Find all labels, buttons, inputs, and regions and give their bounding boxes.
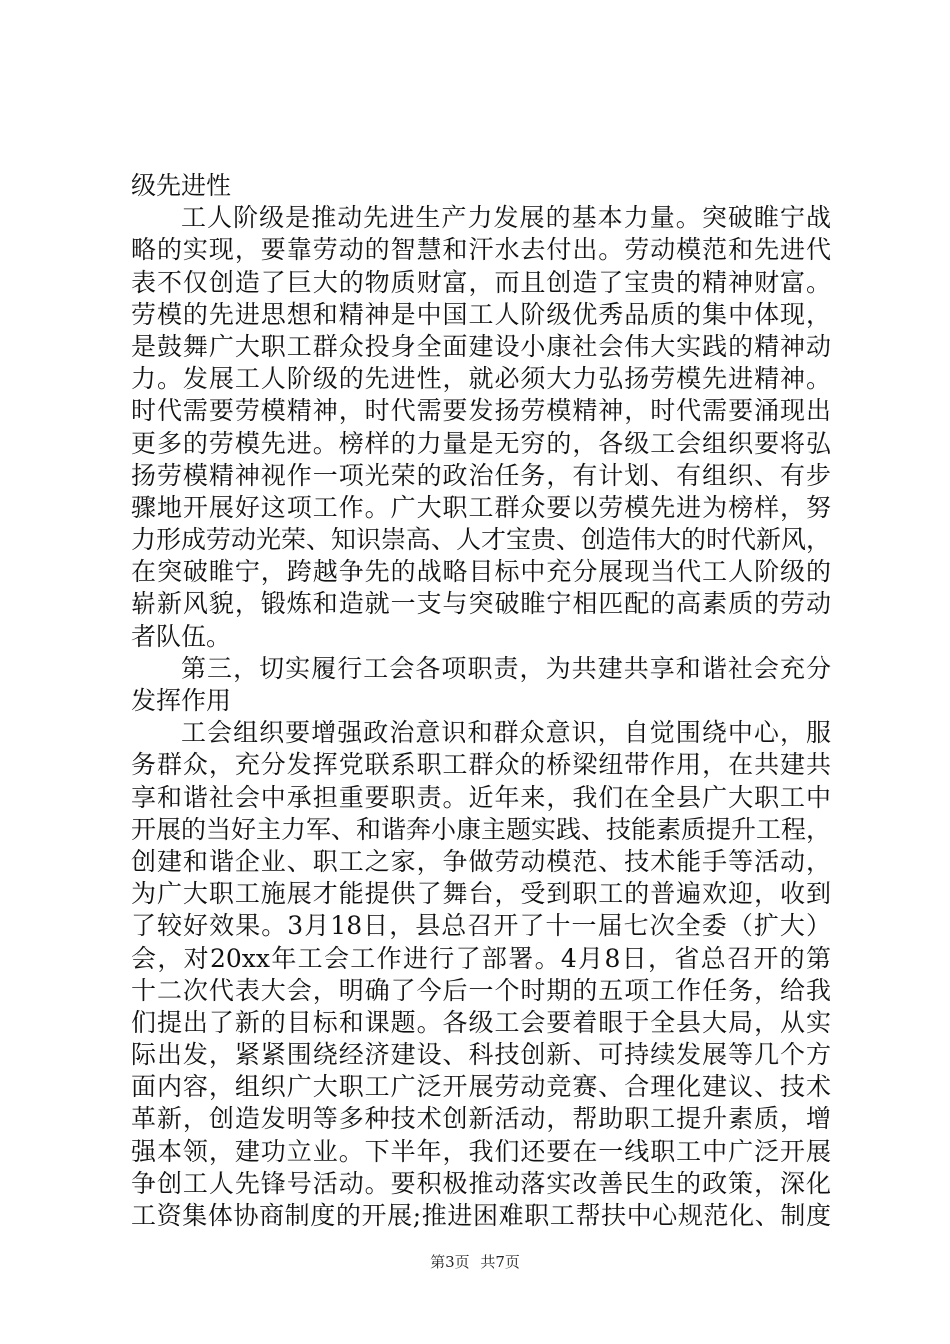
text-line: 务群众，充分发挥党联系职工群众的桥梁纽带作用，在共建共 <box>131 750 831 780</box>
text-line: 际出发，紧紧围绕经济建设、科技创新、可持续发展等几个方 <box>131 1040 831 1070</box>
text-line: 表不仅创造了巨大的物质财富，而且创造了宝贵的精神财富。 <box>131 267 831 297</box>
text-line: 劳模的先进思想和精神是中国工人阶级优秀品质的集中体现， <box>131 299 831 329</box>
section-heading-line: 第三，切实履行工会各项职责，为共建共享和谐社会充分 <box>181 653 831 683</box>
text-line: 时代需要劳模精神，时代需要发扬劳模精神，时代需要涌现出 <box>131 396 831 426</box>
text-line: 者队伍。 <box>131 621 232 651</box>
text-line: 开展的当好主力军、和谐奔小康主题实践、技能素质提升工程， <box>131 814 832 844</box>
section-heading-line: 发挥作用 <box>131 686 232 715</box>
text-line: 会，对20xx年工会工作进行了部署。4月8日，省总召开的第 <box>131 943 831 973</box>
text-line: 享和谐社会中承担重要职责。近年来，我们在全县广大职工中 <box>131 782 831 812</box>
paragraph-start-line: 工会组织要增强政治意识和群众意识，自觉围绕中心，服 <box>181 718 831 748</box>
paragraph-start-line: 工人阶级是推动先进生产力发展的基本力量。突破睢宁战 <box>181 203 831 233</box>
text-line: 了较好效果。3月18日，县总召开了十一届七次全委（扩大） <box>131 911 831 941</box>
page-total: 共7页 <box>480 1253 520 1271</box>
text-line: 工资集体协商制度的开展;推进困难职工帮扶中心规范化、制度 <box>131 1201 831 1230</box>
text-line: 力。发展工人阶级的先进性，就必须大力弘扬劳模先进精神。 <box>131 364 831 394</box>
text-line: 争创工人先锋号活动。要积极推动落实改善民生的政策，深化 <box>131 1168 831 1198</box>
text-line: 创建和谐企业、职工之家，争做劳动模范、技术能手等活动， <box>131 846 831 876</box>
document-body <box>131 170 831 1232</box>
text-line: 略的实现，要靠劳动的智慧和汗水去付出。劳动模范和先进代 <box>131 235 831 265</box>
text-line: 崭新风貌，锻炼和造就一支与突破睢宁相匹配的高素质的劳动 <box>131 589 831 619</box>
page-footer <box>0 1251 950 1272</box>
text-line: 强本领，建功立业。下半年，我们还要在一线职工中广泛开展 <box>131 1136 831 1166</box>
text-line: 十二次代表大会，明确了今后一个时期的五项工作任务，给我 <box>131 975 831 1005</box>
text-line: 在突破睢宁，跨越争先的战略目标中充分展现当代工人阶级的 <box>131 557 831 587</box>
text-line: 骤地开展好这项工作。广大职工群众要以劳模先进为榜样，努 <box>131 492 831 522</box>
text-line: 力形成劳动光荣、知识崇高、人才宝贵、创造伟大的时代新风， <box>131 525 832 555</box>
text-line: 扬劳模精神视作一项光荣的政治任务，有计划、有组织、有步 <box>131 460 831 490</box>
text-line: 级先进性 <box>131 171 232 200</box>
text-line: 是鼓舞广大职工群众投身全面建设小康社会伟大实践的精神动 <box>131 331 831 361</box>
page-number: 第3页 <box>430 1253 470 1271</box>
text-line: 更多的劳模先进。榜样的力量是无穷的，各级工会组织要将弘 <box>131 428 831 458</box>
text-line: 们提出了新的目标和课题。各级工会要着眼于全县大局，从实 <box>131 1007 831 1037</box>
text-line: 面内容，组织广大职工广泛开展劳动竞赛、合理化建议、技术 <box>131 1072 831 1102</box>
text-line: 为广大职工施展才能提供了舞台，受到职工的普遍欢迎，收到 <box>131 879 831 909</box>
text-line: 革新，创造发明等多种技术创新活动，帮助职工提升素质，增 <box>131 1104 831 1134</box>
